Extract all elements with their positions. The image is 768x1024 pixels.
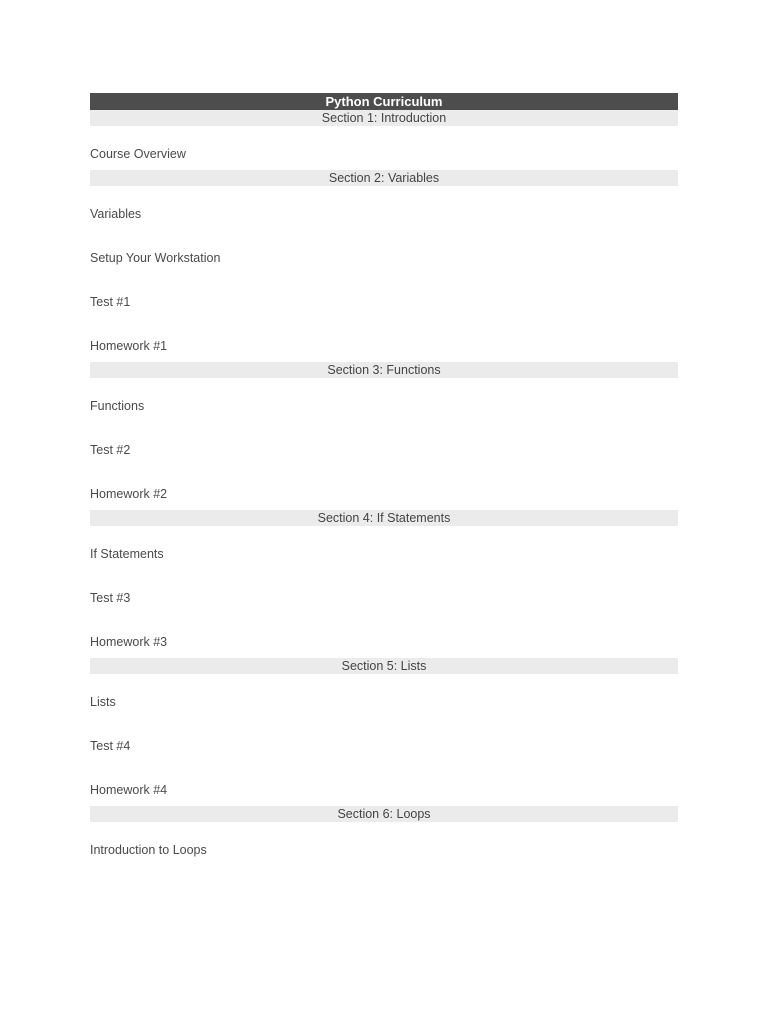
list-item: Course Overview xyxy=(90,147,186,161)
curriculum-sheet xyxy=(90,93,678,866)
section-header: Section 1: Introduction xyxy=(90,110,678,126)
section-header: Section 5: Lists xyxy=(90,658,678,674)
document-title: Python Curriculum xyxy=(90,93,678,110)
list-item: Functions xyxy=(90,399,145,413)
list-item: Homework #1 xyxy=(90,339,168,353)
section-header: Section 6: Loops xyxy=(90,806,678,822)
list-item: Setup Your Workstation xyxy=(90,251,221,265)
list-item: If Statements xyxy=(90,547,164,561)
list-item: Homework #4 xyxy=(90,783,168,797)
list-item: Lists xyxy=(90,695,116,709)
list-item: Homework #3 xyxy=(90,635,168,649)
list-item: Test #4 xyxy=(90,739,131,753)
list-item: Introduction to Loops xyxy=(90,843,207,857)
list-item: Variables xyxy=(90,207,142,221)
list-item: Test #3 xyxy=(90,591,131,605)
section-header: Section 2: Variables xyxy=(90,170,678,186)
section-header: Section 4: If Statements xyxy=(90,510,678,526)
list-item: Test #2 xyxy=(90,443,131,457)
section-header: Section 3: Functions xyxy=(90,362,678,378)
list-item: Test #1 xyxy=(90,295,131,309)
list-item: Homework #2 xyxy=(90,487,168,501)
